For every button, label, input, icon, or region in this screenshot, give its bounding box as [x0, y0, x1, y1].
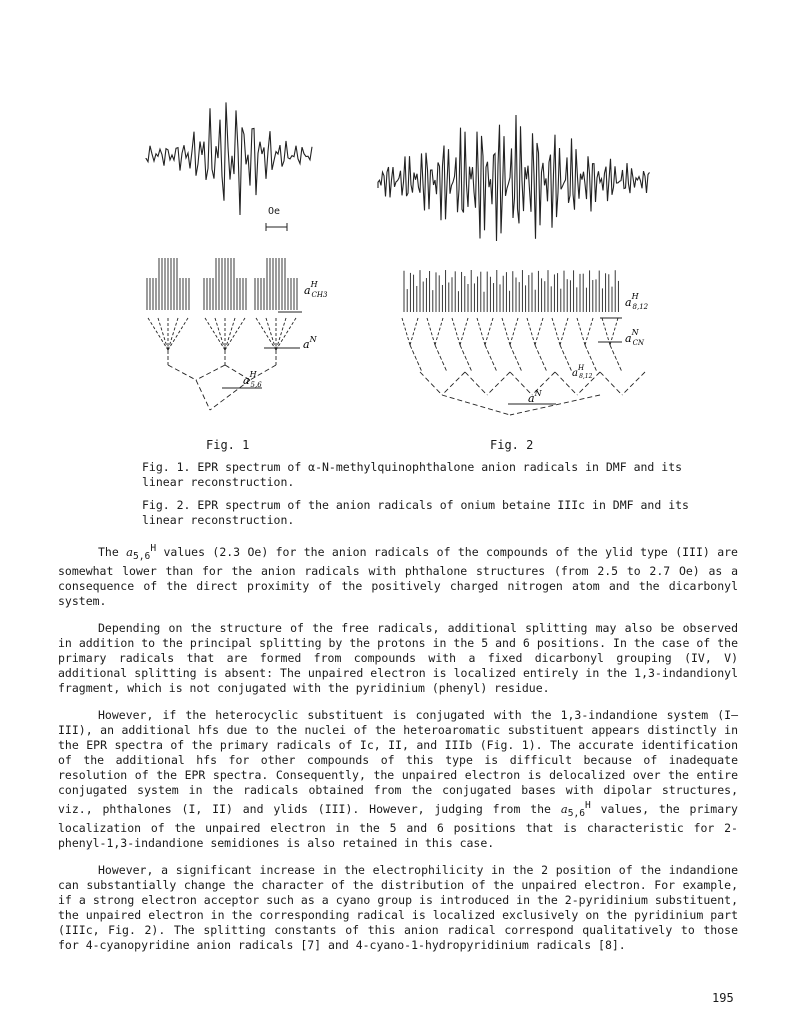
stick-line: [158, 318, 168, 350]
stick-line: [477, 318, 485, 345]
stick-line: [585, 345, 597, 372]
fig1-reconstruction: [147, 258, 297, 410]
stick-line: [168, 365, 196, 380]
stick-line: [225, 318, 245, 350]
stick-line: [577, 318, 585, 345]
fig2-spectrum: [378, 115, 650, 241]
stick-line: [485, 345, 497, 372]
stick-line: [196, 365, 225, 380]
stick-line: [510, 345, 522, 372]
page-number: 195: [712, 991, 734, 1005]
stick-line: [168, 318, 178, 350]
fig2-caption: Fig. 2. EPR spectrum of the anion radicals of onium betaine IIIc in DMF and its linear reconstruction.: [142, 498, 689, 527]
stick-line: [465, 372, 487, 395]
fig1-label-an: $a^N$: [303, 335, 317, 351]
stick-line: [487, 372, 510, 395]
fig1-label-a56: $a^H$ 5,6: [243, 370, 262, 389]
fig2-arrows: [508, 318, 622, 404]
body-text: [58, 541, 738, 965]
fig1-caption: Fig. 1. EPR spectrum of α-N-methylquinophthalone anion radicals in DMF and its linear reconstruction.: [142, 460, 683, 489]
stick-line: [560, 318, 568, 345]
stick-line: [410, 318, 418, 345]
stick-line: [435, 345, 447, 372]
fig1-label-ach3: $a^H$ CH3: [304, 280, 328, 299]
paragraph-1: The $a_{5,6}^H$ values (2.3 Oe) for the anion radicals of the compounds of the ylid type (III) are somewhat lower than for the anion radicals with phthalone structures (from 2.5 to 2.7 Oe) as a consequence of the direct proximity of the positively charged nitrogen atom and the dicarbonyl system.: [58, 543, 738, 609]
stick-line: [435, 318, 443, 345]
paragraph-2: Depending on the structure of the free radicals, additional splitting may also be observed in addition to the principal splitting by the protons in the 5 and 6 positions. In the case of the primary radicals that are formed from compounds with a fixed dicarbonyl grouping (IV, V) additional splitting is absent: The unpaired electron is localized entirely in the 1,3-indandionyl fragment, which is not conjugated with the pyridinium (phenyl) residue.: [58, 621, 738, 696]
stick-line: [276, 318, 286, 350]
stick-line: [527, 318, 535, 345]
stick-line: [585, 318, 593, 345]
stick-line: [168, 318, 188, 350]
stick-line: [410, 345, 422, 372]
fig2-reconstruction: [402, 270, 645, 415]
stick-line: [622, 372, 645, 395]
stick-line: [602, 318, 610, 345]
stick-line: [552, 318, 560, 345]
stick-line: [452, 318, 460, 345]
stick-line: [610, 318, 618, 345]
stick-line: [266, 318, 276, 350]
stick-line: [427, 318, 435, 345]
stick-line: [460, 318, 468, 345]
fig2-label-a812b: $a^H$ 8,12: [572, 364, 593, 380]
paragraph-4: However, a significant increase in the electrophilicity in the 2 position of the indandione can substantially change the character of the distribution of the unpaired electron. For example, if a strong electron acceptor such as a cyano group is introduced in the 2-pyridinium substituent, the unpaired electron in the corresponding radical is localized exclusively on the pyridinium part (IIIc, Fig. 2). The splitting constants of this anion radical correspond qualitatively to those for 4-cyanopyridine anion radicals [7] and 4-cyano-1-hydropyridinium radicals [8].: [58, 863, 738, 953]
figure-area: [0, 0, 796, 455]
fig2-label-a812: $a^H$ 8,12: [625, 292, 649, 311]
stick-line: [442, 395, 510, 415]
stick-line: [276, 318, 296, 350]
fig2-label: Fig. 2: [490, 438, 534, 452]
stick-line: [442, 372, 465, 395]
fig1-label: Fig. 1: [206, 438, 250, 452]
stick-line: [460, 345, 472, 372]
stick-line: [535, 345, 547, 372]
stick-line: [485, 318, 493, 345]
stick-line: [510, 395, 600, 415]
fig2-label-an: $a^N$: [528, 389, 542, 405]
stick-line: [225, 318, 235, 350]
stick-line: [420, 372, 442, 395]
stick-line: [502, 318, 510, 345]
stick-line: [196, 380, 210, 410]
fig1-spectrum: [146, 102, 312, 215]
stick-line: [215, 318, 225, 350]
stick-line: [535, 318, 543, 345]
stick-line: [205, 318, 225, 350]
stick-line: [610, 345, 622, 372]
scale-bar: [266, 223, 287, 231]
stick-line: [510, 318, 518, 345]
stick-line: [560, 345, 572, 372]
fig1-arrows: [222, 312, 302, 388]
stick-line: [148, 318, 168, 350]
figures-svg: [0, 0, 796, 455]
stick-line: [402, 318, 410, 345]
paragraph-3: However, if the heterocyclic substituent is conjugated with the 1,3-indandione system (I–III), an additional hfs due to the nuclei of the heteroaromatic substituent appears distinctly in the EPR spectra of the primary radicals of Ic, II, and IIIb (Fig. 1). The accurate identification of the additional hfs for other compounds of this type is difficult because of inadequate resolution of the EPR spectra. Consequently, the unpaired electron is delocalized over the entire conjugated system in the radicals obtained from the conjugated bases with dipolar structures, viz., phthalones (I, II) and ylids (III). However, judging from the $a_{5,6}^H$ values, the primary localization of the unpaired electron in the 5 and 6 positions that is characteristic for 2-phenyl-1,3-indandione semidiones is also retained in this case.: [58, 708, 738, 851]
fig2-label-acn: $a^N$ CN: [625, 328, 645, 347]
stick-line: [600, 372, 622, 395]
stick-line: [256, 318, 276, 350]
scale-unit-label: Oe: [268, 206, 281, 217]
